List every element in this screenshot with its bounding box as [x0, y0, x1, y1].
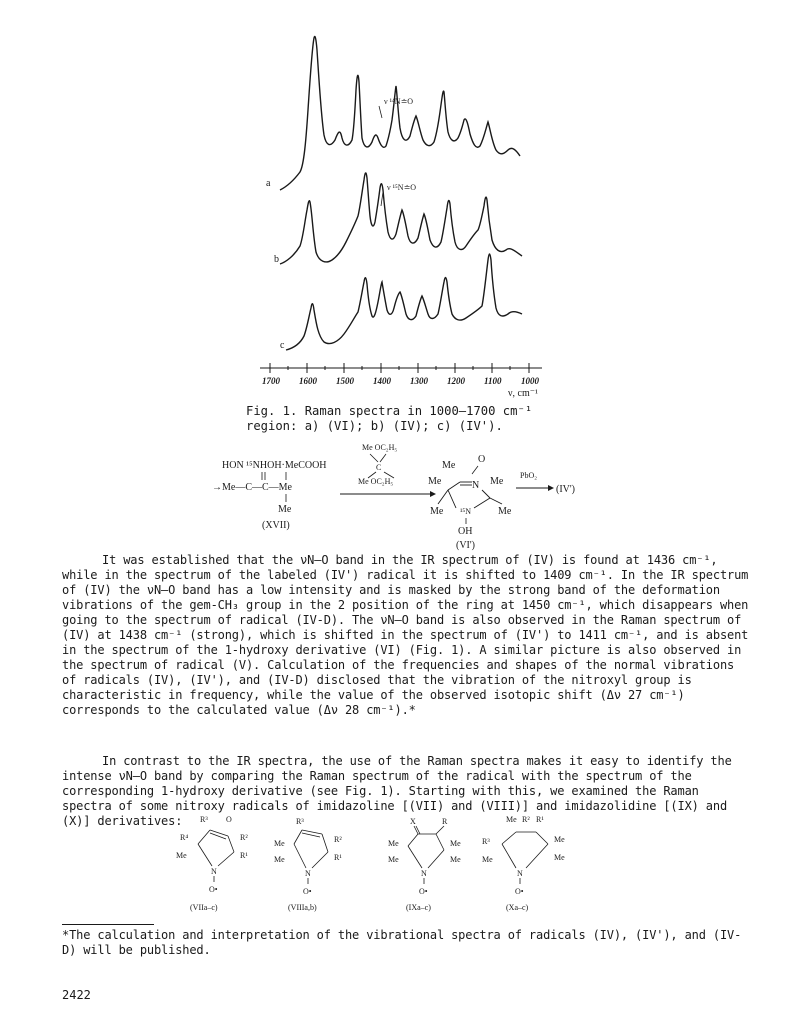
svg-text:R⁴: R⁴ [180, 833, 189, 842]
product-iv-prime: (IV') [556, 484, 576, 495]
footnote: *The calculation and interpretation of the vibrational spectra of radicals (IV), (IV'), and (IV-D) will be published. [62, 928, 742, 957]
svg-text:Me: Me [388, 839, 399, 848]
svg-text:Me: Me [506, 815, 517, 824]
structure-VII-id: (VIIa–c) [190, 903, 218, 912]
reagent-top: Me OC₂H₅ [362, 443, 398, 452]
svg-text:R²: R² [240, 833, 248, 842]
svg-text:Me: Me [176, 851, 187, 860]
svg-text:N: N [305, 869, 311, 878]
caption-line-1: Fig. 1. Raman spectra in 1000–1700 cm⁻¹ [246, 404, 533, 418]
tick-1400: 1400 [373, 376, 391, 386]
ring-me-left: Me [428, 476, 442, 487]
svg-text:Me: Me [388, 855, 399, 864]
pbo2-label: PbO₂ [520, 471, 538, 480]
svg-text:R: R [442, 817, 448, 826]
ring-me-br: Me [498, 506, 512, 517]
reagent-mid: Me OC₂H₅ [358, 477, 394, 486]
structure-IX-id: (IXa–c) [406, 903, 431, 912]
svg-text:Me: Me [554, 853, 565, 862]
reaction-scheme-1 [190, 438, 610, 558]
svg-text:Me: Me [274, 839, 285, 848]
ring-me-bl: Me [430, 506, 444, 517]
svg-text:R³: R³ [296, 817, 304, 826]
structure-VII [176, 815, 248, 912]
svg-text:R¹: R¹ [536, 815, 544, 824]
x-axis-unit: ν, cm⁻¹ [508, 388, 539, 399]
trace-label-c: c [280, 340, 285, 351]
svg-text:O•: O• [419, 887, 428, 896]
svg-text:R³: R³ [482, 837, 490, 846]
svg-text:O: O [226, 815, 232, 824]
page-number: 2422 [62, 988, 91, 1002]
tick-1200: 1200 [447, 376, 465, 386]
xvii-formula: HON ¹⁵NHOH·MeCOOH [222, 460, 327, 471]
svg-text:O•: O• [515, 887, 524, 896]
svg-text:O•: O• [209, 885, 218, 894]
structures-scheme-2 [170, 812, 590, 916]
tick-1500: 1500 [336, 376, 354, 386]
structure-IX [388, 817, 461, 912]
svg-text:N: N [517, 869, 523, 878]
xvii-chain: →Me—C—C—Me [212, 482, 292, 493]
tick-1100: 1100 [484, 376, 502, 386]
tick-1700: 1700 [262, 376, 280, 386]
svg-text:N: N [472, 480, 480, 491]
structure-X-id: (Xa–c) [506, 903, 529, 912]
footnote-rule [62, 924, 154, 925]
trace-label-b: b [274, 254, 279, 265]
tick-1600: 1600 [299, 376, 317, 386]
svg-text:O•: O• [303, 887, 312, 896]
paragraph-1: It was established that the νN–O band in the IR spectrum of (IV) is found at 1436 cm⁻¹, while in the spectrum of the labeled (IV') radical it is shifted to 1409 cm⁻¹. In the IR spectrum of (IV) the νN–O band has a low intensity and is masked by the strong band of the deformation vibrations of the gem-CH₃ group in the 2 position of the ring at 1450 cm⁻¹, which disappears when going to the spectrum of radical (IV-D). The νN–O band is also observed in the Raman spectrum of (IV) at 1438 cm⁻¹ (strong), which is shifted in the spectrum of (IV') to 1411 cm⁻¹, and is absent in the spectrum of the 1-hydroxy derivative (VI) (Fig. 1). A similar picture is also observed in the spectrum of radical (V). Calculation of the frequencies and shapes of the normal vibrations of radicals (IV), (IV'), and (IV-D) disclosed that the vibration of the nitroxyl group is characteristic in frequency, while the value of the observed isotopic shift (Δν 27 cm⁻¹) corresponds to the calculated value (Δν 28 cm⁻¹).* [62, 553, 749, 717]
svg-text:R¹: R¹ [334, 853, 342, 862]
svg-text:X: X [410, 817, 416, 826]
svg-text:Me: Me [274, 855, 285, 864]
ring-oh: OH [458, 526, 473, 537]
raman-spectra-figure [240, 20, 560, 400]
paragraph-2: In contrast to the IR spectra, the use of the Raman spectra makes it easy to identify the intense νN–O band by comparing the Raman spectrum of the radical with the spectrum of the corresponding 1-hydroxy derivative (see Fig. 1). Starting with this, we examined the Raman spectra of some nitroxy radicals of imidazoline [(VII) and (VIII)] and imidazolidine [(IX) and (X)] derivatives: [62, 754, 732, 828]
svg-text:Me: Me [450, 855, 461, 864]
figure-caption [246, 404, 532, 434]
structure-X [482, 815, 565, 912]
structure-VIII-id: (VIIIa,b) [288, 903, 317, 912]
annotation-a: ν ¹⁴N≐O [384, 97, 414, 106]
svg-text:C: C [376, 463, 382, 472]
svg-text:R¹: R¹ [240, 851, 248, 860]
xvii-me: Me [278, 504, 292, 515]
svg-text:R³: R³ [200, 815, 208, 824]
svg-text:R²: R² [522, 815, 530, 824]
svg-text:R²: R² [334, 835, 342, 844]
tick-1300: 1300 [410, 376, 428, 386]
svg-text:Me: Me [450, 839, 461, 848]
trace-a [280, 37, 520, 191]
annotation-b: ν ¹⁵N≐O [387, 183, 417, 192]
svg-text:N: N [211, 867, 217, 876]
trace-label-a: a [266, 178, 271, 189]
ring-me-right: Me [490, 476, 504, 487]
tick-1000: 1000 [521, 376, 539, 386]
ring-o: O [478, 454, 486, 465]
ring-n15: ¹⁵N [460, 507, 471, 516]
svg-text:N: N [421, 869, 427, 878]
caption-line-2: region: a) (VI); b) (IV); c) (IV'). [246, 419, 503, 433]
x-axis [260, 363, 542, 373]
svg-text:Me: Me [554, 835, 565, 844]
structure-VIII [274, 817, 342, 912]
trace-c [286, 254, 522, 350]
svg-text:Me: Me [482, 855, 493, 864]
ring-id: (VI') [456, 540, 476, 551]
ring-me-top: Me [442, 460, 456, 471]
xvii-id: (XVII) [262, 520, 290, 531]
